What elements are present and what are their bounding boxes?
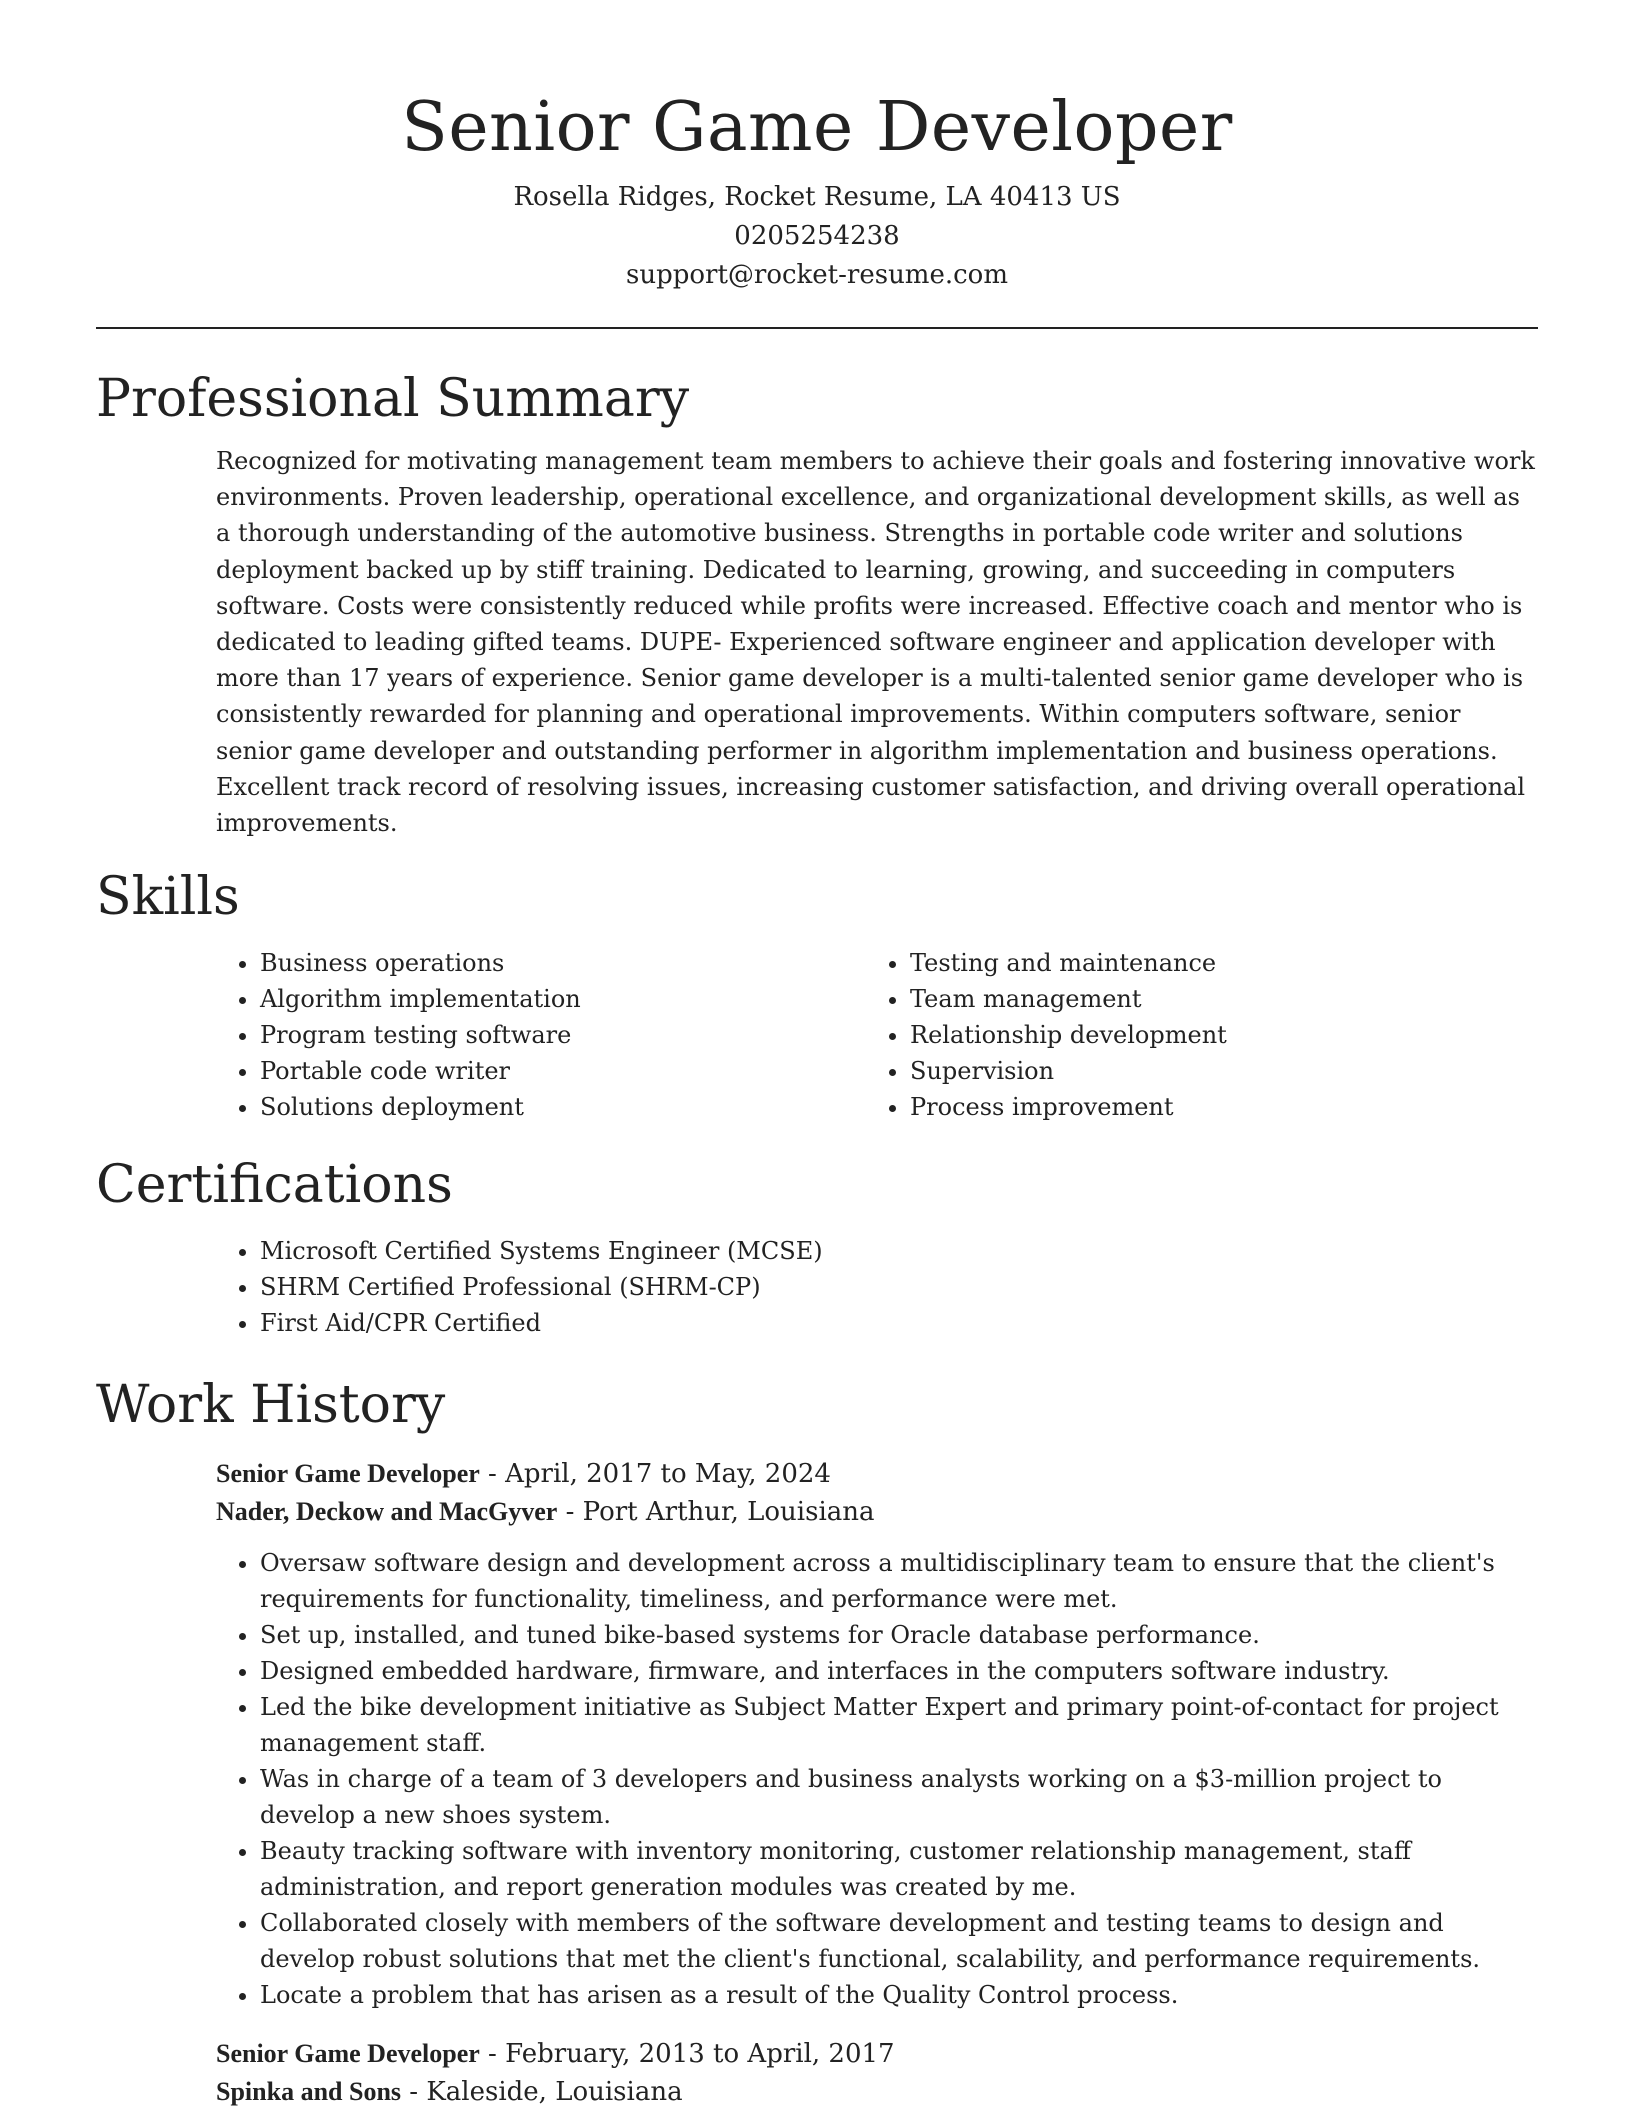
certification-item: • SHRM Certified Professional (SHRM-CP) bbox=[260, 1269, 1538, 1305]
job-duties-list bbox=[96, 1545, 1538, 2013]
skills-heading: Skills bbox=[96, 867, 240, 928]
job-title-line bbox=[216, 1455, 1538, 1493]
certification-item: • Microsoft Certified Systems Engineer (MCSE) bbox=[260, 1233, 1538, 1269]
header-divider bbox=[96, 327, 1538, 329]
resume-page bbox=[96, 0, 1538, 2111]
skill-item: • Portable code writer bbox=[260, 1053, 746, 1089]
certifications-heading: Certifications bbox=[96, 1155, 453, 1216]
job-company: Nader, Deckow and MacGyver bbox=[216, 1497, 558, 1527]
skill-item: • Business operations bbox=[260, 945, 746, 981]
contact-email: support@rocket-resume.com bbox=[625, 260, 1008, 290]
duty-item: • Set up, installed, and tuned bike-based systems for Oracle database performance. bbox=[260, 1617, 1538, 1653]
job-company-line bbox=[216, 2073, 1538, 2111]
skill-item: • Supervision bbox=[910, 1053, 1227, 1089]
contact-address: Rosella Ridges, Rocket Resume, LA 40413 US bbox=[513, 182, 1121, 212]
resume-title: Senior Game Developer bbox=[401, 88, 1233, 167]
duty-item: • Beauty tracking software with inventory monitoring, customer relationship management, staff administration, and report generation modules was created by me. bbox=[260, 1833, 1538, 1905]
job-header bbox=[216, 1455, 1538, 1531]
job-title: Senior Game Developer bbox=[216, 2039, 480, 2069]
certifications-list bbox=[96, 1233, 1538, 1341]
duty-item: • Was in charge of a team of 3 developers and business analysts working on a $3-million project to develop a new shoes system. bbox=[260, 1761, 1538, 1833]
job-location: - Kaleside, Louisiana bbox=[401, 2077, 683, 2108]
duty-item: • Oversaw software design and development across a multidisciplinary team to ensure that the client's requirements for functionality, timeliness, and performance were met. bbox=[260, 1545, 1538, 1617]
job-header bbox=[216, 2035, 1538, 2111]
job-dates: - February, 2013 to April, 2017 bbox=[479, 2039, 895, 2070]
skill-item: • Team management bbox=[910, 981, 1227, 1017]
skills-list bbox=[96, 945, 1538, 1125]
job-dates: - April, 2017 to May, 2024 bbox=[479, 1459, 831, 1490]
certification-item: • First Aid/CPR Certified bbox=[260, 1305, 1538, 1341]
duty-item: • Locate a problem that has arisen as a result of the Quality Control process. bbox=[260, 1977, 1538, 2013]
job-company-line bbox=[216, 1493, 1538, 1531]
job-location: - Port Arthur, Louisiana bbox=[557, 1497, 875, 1528]
skills-column-left bbox=[96, 945, 746, 1125]
skills-column-right bbox=[746, 945, 1227, 1125]
contact-phone: 0205254238 bbox=[734, 221, 900, 251]
skill-item: • Algorithm implementation bbox=[260, 981, 746, 1017]
job-title: Senior Game Developer bbox=[216, 1459, 480, 1489]
duty-item: • Designed embedded hardware, firmware, and interfaces in the computers software industry. bbox=[260, 1653, 1538, 1689]
skill-item: • Relationship development bbox=[910, 1017, 1227, 1053]
summary-heading: Professional Summary bbox=[96, 369, 690, 429]
job-company: Spinka and Sons bbox=[216, 2077, 402, 2107]
summary-text: Recognized for motivating management team members to achieve their goals and fostering innovative work environments. Proven leadership, operational excellence, and organizational development skills, as well as a thorough understanding of the automotive business. Strengths in portable code writer and solutions deployment backed up by stiff training. Dedicated to learning, growing, and succeeding in computers software. Costs were consistently reduced while profits were increased. Effective coach and mentor who is dedicated to leading gifted teams. DUPE- Experienced software engineer and application developer with more than 17 years of experience. Senior game developer is a multi-talented senior game developer who is consistently rewarded for planning and operational improvements. Within computers software, senior senior game developer and outstanding performer in algorithm implementation and business operations. Excellent track record of resolving issues, increasing customer satisfaction, and driving overall operational improvements. bbox=[216, 447, 1535, 838]
skill-item: • Process improvement bbox=[910, 1089, 1227, 1125]
duty-item: • Led the bike development initiative as Subject Matter Expert and primary point-of-contact for project management staff. bbox=[260, 1689, 1538, 1761]
duty-item: • Collaborated closely with members of the software development and testing teams to design and develop robust solutions that met the client's functional, scalability, and performance requirements. bbox=[260, 1905, 1538, 1977]
skill-item: • Testing and maintenance bbox=[910, 945, 1227, 981]
skill-item: • Solutions deployment bbox=[260, 1089, 746, 1125]
contact-block bbox=[96, 178, 1538, 295]
skill-item: • Program testing software bbox=[260, 1017, 746, 1053]
job-title-line bbox=[216, 2035, 1538, 2073]
work-history-heading: Work History bbox=[96, 1375, 446, 1436]
